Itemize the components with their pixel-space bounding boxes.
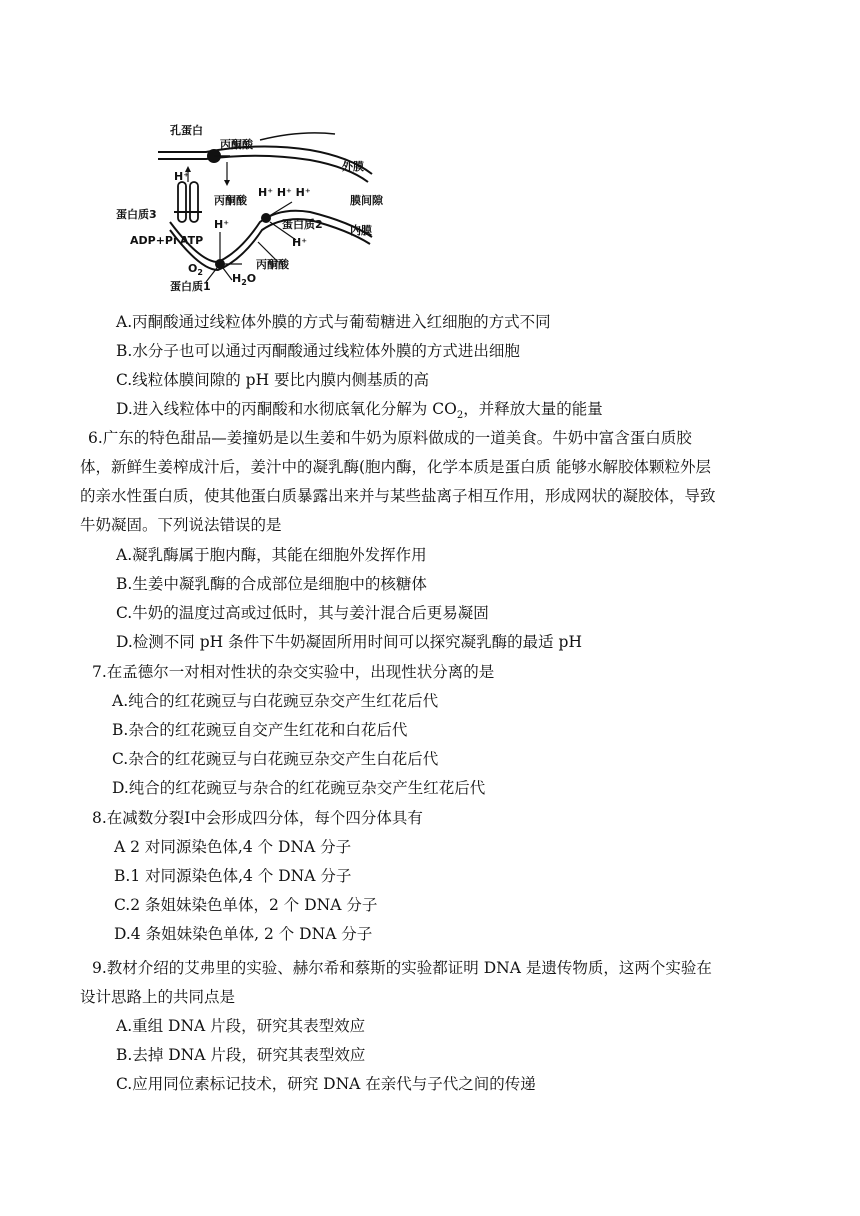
label-adp: ADP+Pi — [130, 234, 177, 247]
q7-option-c: C.杂合的红花豌豆与白花豌豆杂交产生白花后代 — [112, 750, 439, 768]
q6-stem-line-1: 6.广东的特色甜品—姜撞奶是以生姜和牛奶为原料做成的一道美食。牛奶中富含蛋白质胶 — [88, 429, 692, 447]
label-porin: 孔蛋白 — [170, 124, 203, 137]
q7-option-b: B.杂合的红花豌豆自交产生红花和白花后代 — [112, 721, 408, 739]
q8-option-b: B.1 对同源染色体,4 个 DNA 分子 — [114, 867, 352, 885]
q8-stem: 8.在减数分裂Ⅰ中会形成四分体，每个四分体具有 — [92, 809, 423, 827]
q7-option-a: A.纯合的红花豌豆与白花豌豆杂交产生红花后代 — [112, 692, 439, 710]
q5-option-d: D.进入线粒体中的丙酮酸和水彻底氧化分解为 $CO_2$，并释放大量的能量 — [116, 400, 603, 422]
label-pyruvate-bottom: 丙酮酸 — [256, 258, 289, 271]
label-intermembrane: 膜间隙 — [350, 194, 383, 207]
q6-option-b: B.生姜中凝乳酶的合成部位是细胞中的核糖体 — [116, 575, 427, 593]
q8-option-c: C.2 条姐妹染色单体，2 个 DNA 分子 — [114, 896, 378, 914]
q9-stem-line-2: 设计思路上的共同点是 — [80, 988, 236, 1006]
q6-stem-line-2: 体，新鲜生姜榨成汁后，姜汁中的凝乳酶(胞内酶，化学本质是蛋白质 能够水解胶体颗粒外层 — [80, 458, 711, 476]
label-h-left: H⁺ — [214, 218, 230, 231]
mitochondria-diagram — [110, 112, 420, 302]
label-inner-membrane: 内膜 — [350, 224, 372, 237]
q6-option-a: A.凝乳酶属于胞内酶，其能在细胞外发挥作用 — [116, 546, 427, 564]
q8-option-d: D.4 条姐妹染色单体, 2 个 DNA 分子 — [114, 925, 373, 943]
q6-option-c: C.牛奶的温度过高或过低时，其与姜汁混合后更易凝固 — [116, 604, 489, 622]
outer-membrane-line-2 — [158, 156, 368, 182]
q9-stem-line-1: 9.教材介绍的艾弗里的实验、赫尔希和蔡斯的实验都证明 DNA 是遗传物质，这两个实验在 — [92, 959, 712, 977]
label-o2: $O_2$ — [188, 262, 203, 277]
label-pyruvate-mid: 丙酮酸 — [214, 194, 247, 207]
label-h2o: $H_2O$ — [232, 272, 257, 287]
q9-option-b: B.去掉 DNA 片段，研究其表型效应 — [116, 1046, 366, 1064]
label-outer-membrane: 外膜 — [342, 160, 364, 173]
q5-option-b: B.水分子也可以通过丙酮酸通过线粒体外膜的方式进出细胞 — [116, 342, 520, 360]
mitochondria-diagram-svg — [110, 112, 420, 302]
label-protein3: 蛋白质3 — [116, 208, 157, 221]
q7-stem: 7.在孟德尔一对相对性状的杂交实验中，出现性状分离的是 — [92, 663, 495, 681]
label-protein1: 蛋白质1 — [170, 280, 211, 293]
membrane-curve-top — [260, 133, 335, 140]
label-h-top: H⁺ — [174, 170, 190, 183]
outer-membrane-line-1 — [158, 146, 372, 174]
q9-option-c: C.应用同位素标记技术，研究 DNA 在亲代与子代之间的传递 — [116, 1075, 536, 1093]
label-h-group: H⁺ H⁺ H⁺ — [258, 186, 311, 199]
q7-option-d: D.纯合的红花豌豆与杂合的红花豌豆杂交产生红花后代 — [112, 779, 486, 797]
label-atp: ATP — [180, 234, 204, 247]
q5-option-c: C.线粒体膜间隙的 pH 要比内膜内侧基质的高 — [116, 371, 430, 389]
q6-option-d: D.检测不同 pH 条件下牛奶凝固所用时间可以探究凝乳酶的最适 pH — [116, 633, 582, 651]
q8-option-a: A 2 对同源染色体,4 个 DNA 分子 — [114, 838, 352, 856]
label-protein2: 蛋白质2 — [282, 218, 323, 231]
q6-stem-line-4: 牛奶凝固。下列说法错误的是 — [80, 516, 282, 534]
protein3-shape — [178, 182, 186, 222]
q5-option-a: A.丙酮酸通过线粒体外膜的方式与葡萄糖进入红细胞的方式不同 — [116, 313, 551, 331]
q9-option-a: A.重组 DNA 片段，研究其表型效应 — [116, 1017, 366, 1035]
q6-stem-line-3: 的亲水性蛋白质，使其他蛋白质暴露出来并与某些盐离子相互作用，形成网状的凝胶体，导致 — [80, 487, 716, 505]
label-h-right: H⁺ — [292, 236, 308, 249]
label-pyruvate-top: 丙酮酸 — [220, 138, 253, 151]
